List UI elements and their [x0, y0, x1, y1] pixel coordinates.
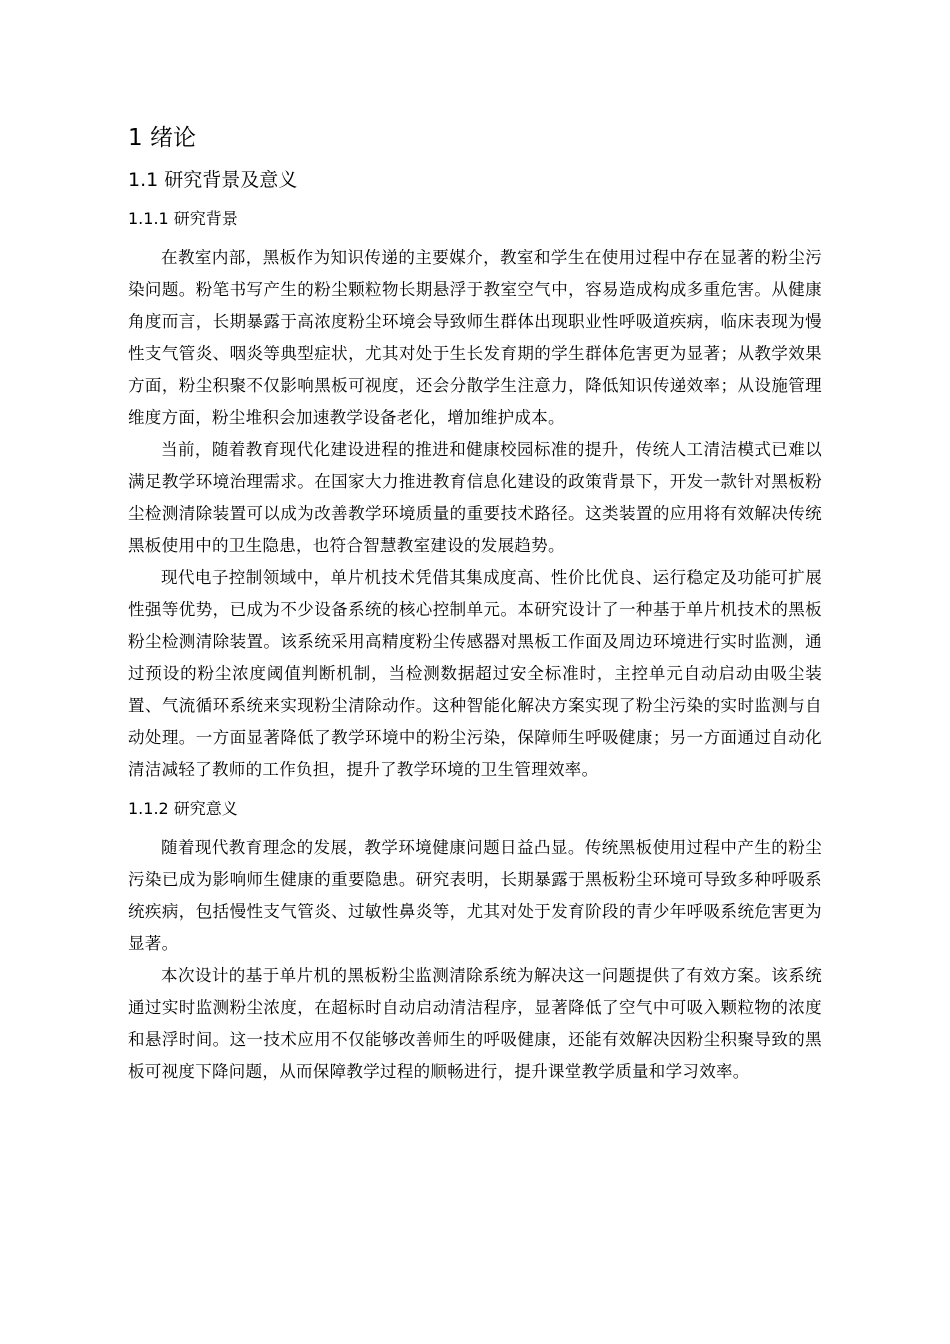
- page-content: [128, 118, 822, 1088]
- section-title: 1.1 研究背景及意义: [128, 169, 298, 191]
- paragraph: 本次设计的基于单片机的黑板粉尘监测清除系统为解决这一问题提供了有效方案。该系统通过实时监测粉尘浓度，在超标时自动启动清洁程序，显著降低了空气中可吸入颗粒物的浓度和悬浮时间。这一技术应用不仅能够改善师生的呼吸健康，还能有效解决因粉尘积聚导致的黑板可视度下降问题，从而保障教学过程的顺畅进行，提升课堂教学质量和学习效率。: [128, 966, 822, 1081]
- paragraph: 现代电子控制领域中，单片机技术凭借其集成度高、性价比优良、运行稳定及功能可扩展性强等优势，已成为不少设备系统的核心控制单元。本研究设计了一种基于单片机技术的黑板粉尘检测清除装置。该系统采用高精度粉尘传感器对黑板工作面及周边环境进行实时监测，通过预设的粉尘浓度阈值判断机制，当检测数据超过安全标准时，主控单元自动启动由吸尘装置、气流循环系统来实现粉尘清除动作。这种智能化解决方案实现了粉尘污染的实时监测与自动处理。一方面显著降低了教学环境中的粉尘污染，保障师生呼吸健康；另一方面通过自动化清洁减轻了教师的工作负担，提升了教学环境的卫生管理效率。: [128, 568, 822, 779]
- paragraph: 随着现代教育理念的发展，教学环境健康问题日益凸显。传统黑板使用过程中产生的粉尘污染已成为影响师生健康的重要隐患。研究表明，长期暴露于黑板粉尘环境可导致多种呼吸系统疾病，包括慢性支气管炎、过敏性鼻炎等，尤其对处于发育阶段的青少年呼吸系统危害更为显著。: [128, 838, 822, 953]
- subsection-title-background: 1.1.1 研究背景: [128, 209, 238, 228]
- paragraph: 当前，随着教育现代化建设进程的推进和健康校园标准的提升，传统人工清洁模式已难以满足教学环境治理需求。在国家大力推进教育信息化建设的政策背景下，开发一款针对黑板粉尘检测清除装置可以成为改善教学环境质量的重要技术路径。这类装置的应用将有效解决传统黑板使用中的卫生隐患，也符合智慧教室建设的发展趋势。: [128, 440, 822, 555]
- chapter-title: 1 绪论: [128, 125, 196, 151]
- subsection-title-significance: 1.1.2 研究意义: [128, 799, 238, 818]
- paragraph: 在教室内部，黑板作为知识传递的主要媒介，教室和学生在使用过程中存在显著的粉尘污染问题。粉笔书写产生的粉尘颗粒物长期悬浮于教室空气中，容易造成构成多重危害。从健康角度而言，长期暴露于高浓度粉尘环境会导致师生群体出现职业性呼吸道疾病，临床表现为慢性支气管炎、咽炎等典型症状，尤其对处于生长发育期的学生群体危害更为显著；从教学效果方面，粉尘积聚不仅影响黑板可视度，还会分散学生注意力，降低知识传递效率；从设施管理维度方面，粉尘堆积会加速教学设备老化，增加维护成本。: [128, 248, 822, 427]
